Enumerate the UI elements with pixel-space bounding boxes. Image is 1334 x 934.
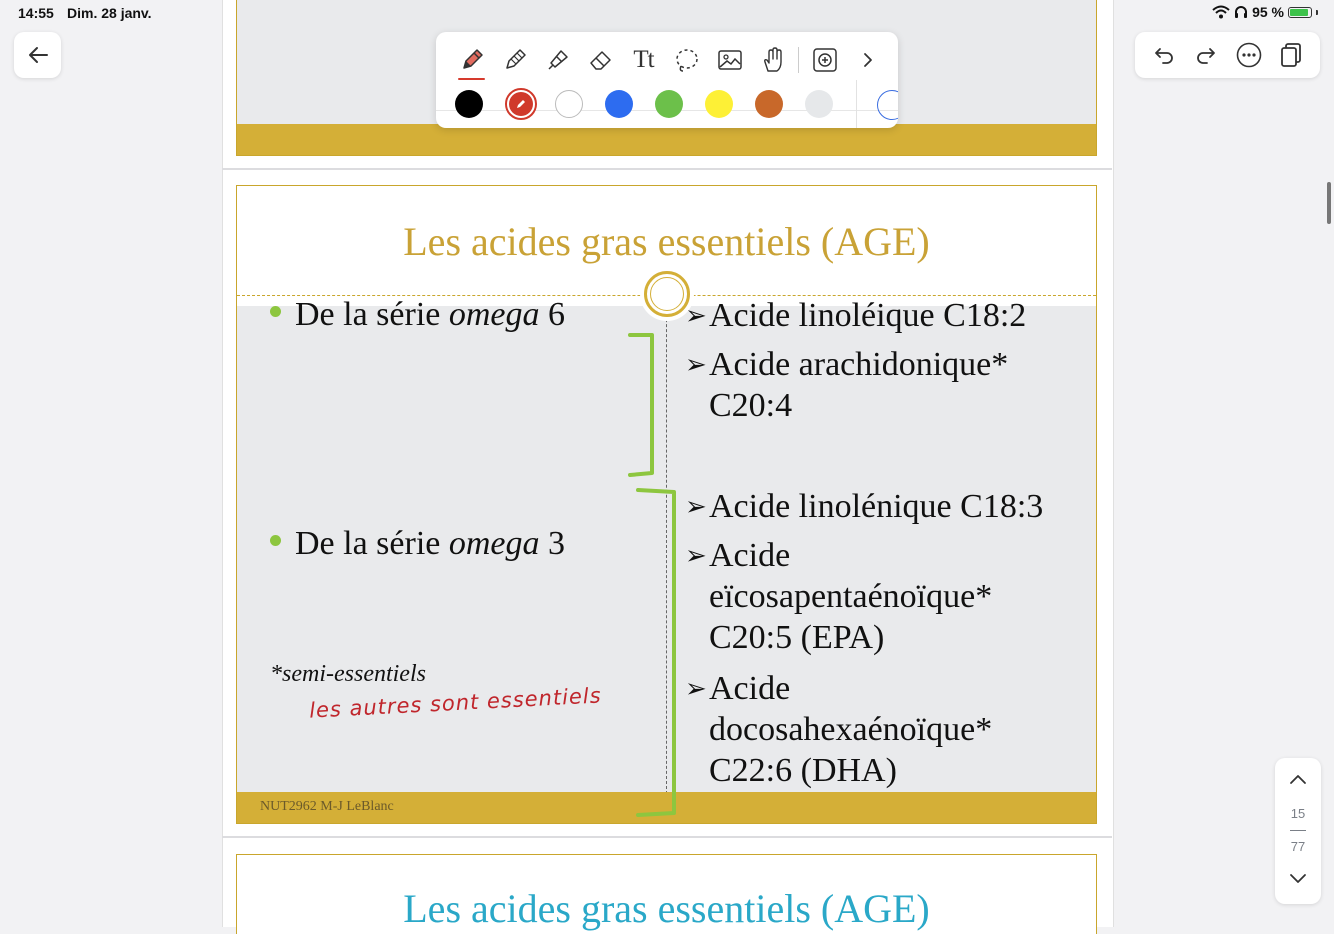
color-swatch-yellow[interactable] — [705, 90, 733, 118]
hand-tool[interactable] — [751, 40, 794, 80]
omega3-bracket — [638, 490, 674, 815]
page-number-divider — [1290, 830, 1306, 831]
sub-item-text-cont: docosahexaénoïque* — [709, 711, 993, 748]
color-swatch-orange[interactable] — [755, 90, 783, 118]
total-page-count: 77 — [1290, 839, 1306, 854]
battery-level: 95 % — [1252, 4, 1284, 20]
color-swatch-red[interactable] — [505, 88, 537, 120]
handwritten-annotation[interactable]: les autres sont essentiels — [308, 683, 603, 723]
pen-icon — [458, 46, 486, 74]
annotation-toolbar — [436, 32, 898, 128]
text-tool[interactable] — [622, 40, 665, 80]
arrow-left-icon — [27, 46, 49, 64]
more-button[interactable] — [1232, 38, 1266, 72]
pages-button[interactable] — [1274, 38, 1308, 72]
eraser-icon — [587, 46, 615, 74]
palette-separator — [856, 80, 857, 128]
bullet-prefix: De la série — [295, 525, 441, 562]
sub-item-linolenique — [685, 486, 1043, 527]
sub-item-text: Acide linolénique C18:3 — [709, 488, 1044, 525]
bullet-dot — [270, 306, 281, 317]
undo-icon — [1153, 46, 1175, 64]
image-icon — [716, 46, 744, 74]
battery-charging-icon — [1288, 7, 1312, 18]
pen-tool[interactable] — [450, 40, 493, 80]
color-swatch-white[interactable] — [555, 90, 583, 118]
bullet-number: 3 — [548, 525, 566, 562]
previous-page-button[interactable] — [1288, 772, 1308, 786]
bullet-number: 6 — [548, 296, 566, 333]
hand-icon — [759, 46, 787, 74]
toolbar-separator — [798, 47, 799, 73]
document-actions — [1135, 32, 1320, 78]
back-button[interactable] — [14, 32, 61, 78]
battery-cap — [1316, 10, 1318, 15]
arrow-bullet-icon: ➢ — [685, 674, 707, 703]
lasso-icon — [673, 46, 701, 74]
eraser-tool[interactable] — [579, 40, 622, 80]
next-slide-title: Les acides gras essentiels (AGE) — [403, 886, 930, 931]
pages-icon — [1280, 42, 1302, 68]
sticker-tool[interactable] — [803, 40, 846, 80]
scrollbar-thumb[interactable] — [1327, 182, 1331, 224]
status-right — [1212, 4, 1318, 20]
color-swatch-blue[interactable] — [605, 90, 633, 118]
sub-item-text-cont: eïcosapentaénoïque* — [709, 578, 993, 615]
wifi-icon — [1212, 5, 1230, 19]
slide-footer-text: NUT2962 M-J LeBlanc — [260, 799, 394, 814]
next-page-button[interactable] — [1288, 872, 1308, 886]
page-separator — [222, 168, 1112, 170]
color-palette — [455, 88, 855, 120]
previous-slide-footer-band — [237, 124, 1096, 155]
sub-item-epa — [685, 535, 992, 658]
lasso-tool[interactable] — [665, 40, 708, 80]
color-swatch-black[interactable] — [455, 90, 483, 118]
highlighter-tool[interactable] — [536, 40, 579, 80]
arrow-bullet-icon: ➢ — [685, 350, 707, 379]
highlighter-icon — [544, 46, 572, 74]
color-swatch-light-gray[interactable] — [805, 90, 833, 118]
sub-item-text-cont: C22:6 (DHA) — [709, 752, 897, 789]
sub-item-text-cont: C20:5 (EPA) — [709, 619, 885, 656]
bullet-omega-label: omega — [448, 296, 540, 333]
arrow-bullet-icon: ➢ — [685, 492, 707, 521]
sub-item-text-cont: C20:4 — [709, 387, 793, 424]
arrow-bullet-icon: ➢ — [685, 541, 707, 570]
next-slide[interactable] — [236, 854, 1097, 934]
sub-item-text: Acide arachidonique* — [709, 346, 1009, 383]
text-icon: Tt — [633, 46, 654, 73]
undo-button[interactable] — [1147, 38, 1181, 72]
sub-item-linoleique — [685, 295, 1026, 336]
image-tool[interactable] — [708, 40, 751, 80]
bullet-prefix: De la série — [295, 296, 441, 333]
redo-button[interactable] — [1189, 38, 1223, 72]
green-bracket-annotations[interactable] — [620, 325, 690, 825]
omega6-bracket — [630, 335, 652, 475]
more-icon — [1236, 42, 1262, 68]
page-navigator — [1275, 758, 1321, 904]
page-separator — [222, 836, 1112, 838]
color-swatch-green[interactable] — [655, 90, 683, 118]
redo-icon — [1195, 46, 1217, 64]
tool-row — [450, 38, 889, 82]
sub-item-text: Acide — [709, 537, 791, 574]
bullet-omega-6 — [270, 296, 565, 334]
pencil-icon — [501, 46, 529, 74]
current-page-number[interactable]: 15 — [1290, 806, 1306, 821]
chevron-up-icon — [1288, 772, 1308, 786]
slide-title: Les acides gras essentiels (AGE) — [403, 219, 930, 264]
sticker-icon — [811, 46, 839, 74]
semi-essential-note: *semi-essentiels — [270, 661, 426, 687]
bullet-dot — [270, 535, 281, 546]
status-date: Dim. 28 janv. — [67, 5, 152, 21]
ring-ornament — [644, 271, 690, 317]
headphones-icon — [1234, 5, 1248, 19]
pencil-tool[interactable] — [493, 40, 536, 80]
selected-color-fill — [509, 92, 533, 116]
status-time: 14:55 — [18, 5, 54, 21]
sub-item-arachidonique — [685, 344, 1008, 426]
sub-item-dha — [685, 668, 992, 791]
more-tools-button[interactable] — [846, 40, 889, 80]
sub-item-text: Acide — [709, 670, 791, 707]
add-color-button[interactable] — [877, 90, 898, 120]
pen-edit-icon — [515, 98, 527, 110]
bullet-omega-3 — [270, 525, 565, 563]
arrow-bullet-icon: ➢ — [685, 301, 707, 330]
bullet-omega-label: omega — [448, 525, 540, 562]
sub-item-text: Acide linoléique C18:2 — [709, 297, 1027, 334]
chevron-down-icon — [1288, 872, 1308, 886]
chevron-right-icon — [860, 52, 876, 68]
